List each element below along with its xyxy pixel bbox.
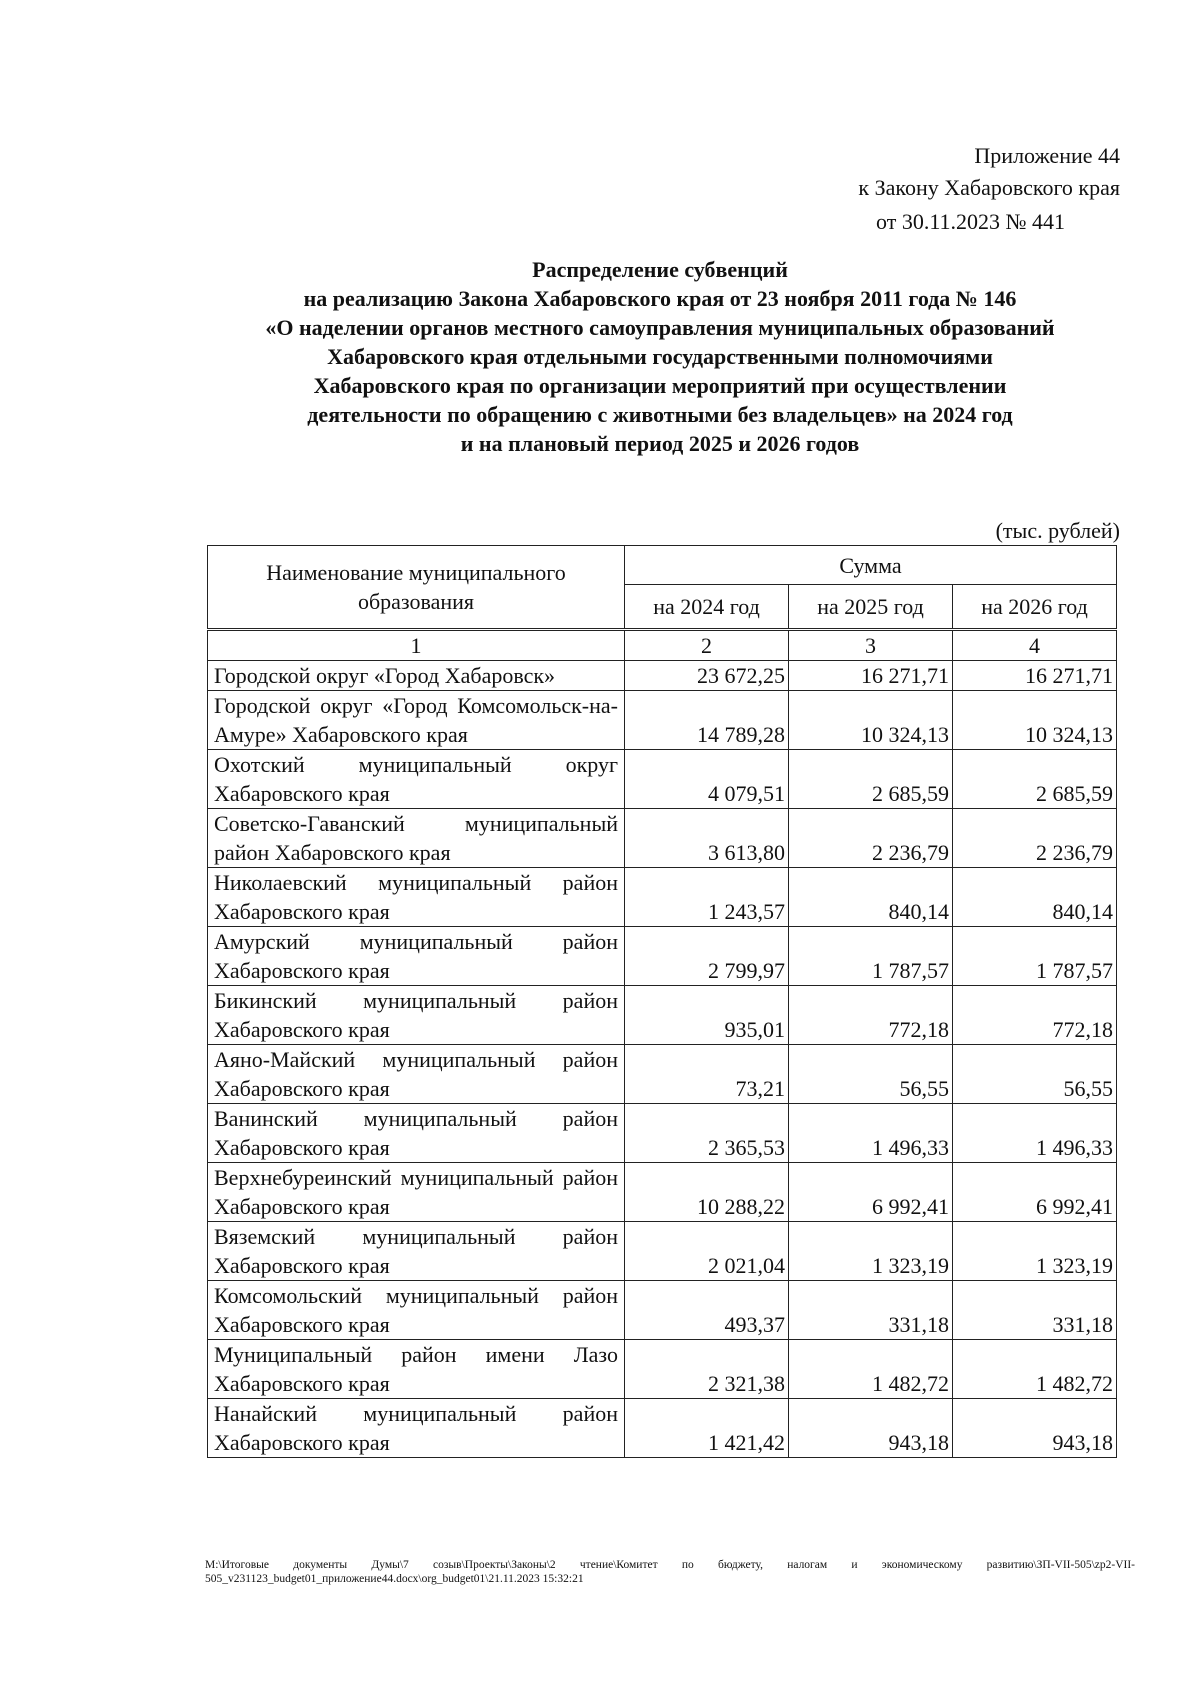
value-2025: 840,14 [789, 868, 953, 927]
value-2025: 6 992,41 [789, 1163, 953, 1222]
value-2025: 2 685,59 [789, 750, 953, 809]
municipality-name: Городской округ «Город Хабаровск» [208, 661, 625, 691]
value-2026: 1 787,57 [953, 927, 1117, 986]
value-2024: 10 288,22 [625, 1163, 789, 1222]
value-2024: 4 079,51 [625, 750, 789, 809]
document-title [190, 255, 1130, 458]
municipality-name: Нанайский муниципальный район Хабаровского края [208, 1399, 625, 1458]
municipality-name: Комсомольский муниципальный район Хабаровского края [208, 1281, 625, 1340]
value-2024: 2 365,53 [625, 1104, 789, 1163]
value-2026: 2 236,79 [953, 809, 1117, 868]
value-2025: 16 271,71 [789, 661, 953, 691]
value-2025: 1 496,33 [789, 1104, 953, 1163]
value-2025: 772,18 [789, 986, 953, 1045]
municipality-name: Ванинский муниципальный район Хабаровского края [208, 1104, 625, 1163]
title-line: деятельности по обращению с животными без владельцев» на 2024 год [307, 402, 1013, 427]
value-2025: 1 323,19 [789, 1222, 953, 1281]
municipality-name: Бикинский муниципальный район Хабаровского края [208, 986, 625, 1045]
value-2024: 493,37 [625, 1281, 789, 1340]
column-index: 4 [953, 630, 1117, 661]
column-index: 2 [625, 630, 789, 661]
table-row [208, 927, 1117, 986]
value-2025: 10 324,13 [789, 691, 953, 750]
table-row [208, 1222, 1117, 1281]
value-2024: 2 799,97 [625, 927, 789, 986]
table-row [208, 1163, 1117, 1222]
value-2024: 2 021,04 [625, 1222, 789, 1281]
municipality-name: Охотский муниципальный округ Хабаровского края [208, 750, 625, 809]
appendix-law: к Закону Хабаровского края [858, 175, 1120, 200]
value-2026: 840,14 [953, 868, 1117, 927]
table-row [208, 1281, 1117, 1340]
value-2024: 23 672,25 [625, 661, 789, 691]
municipality-name: Николаевский муниципальный район Хабаровского края [208, 868, 625, 927]
table-row [208, 691, 1117, 750]
value-2026: 10 324,13 [953, 691, 1117, 750]
value-2024: 3 613,80 [625, 809, 789, 868]
value-2024: 14 789,28 [625, 691, 789, 750]
municipality-name: Советско-Гаванский муниципальный район Хабаровского края [208, 809, 625, 868]
units-label: (тыс. рублей) [995, 518, 1120, 543]
value-2024: 935,01 [625, 986, 789, 1045]
municipality-name: Верхнебуреинский муниципальный район Хабаровского края [208, 1163, 625, 1222]
value-2026: 1 496,33 [953, 1104, 1117, 1163]
value-2026: 331,18 [953, 1281, 1117, 1340]
value-2026: 1 482,72 [953, 1340, 1117, 1399]
appendix-header [858, 140, 1120, 238]
title-line: Хабаровского края по организации мероприятий при осуществлении [313, 373, 1007, 398]
header-sum: Сумма [625, 546, 1117, 585]
value-2024: 2 321,38 [625, 1340, 789, 1399]
value-2026: 1 323,19 [953, 1222, 1117, 1281]
value-2026: 56,55 [953, 1045, 1117, 1104]
title-line: Распределение субвенций [532, 257, 788, 282]
value-2026: 16 271,71 [953, 661, 1117, 691]
value-2025: 1 482,72 [789, 1340, 953, 1399]
column-index: 1 [208, 630, 625, 661]
municipality-name: Городской округ «Город Комсомольск-на-Амуре» Хабаровского края [208, 691, 625, 750]
value-2026: 943,18 [953, 1399, 1117, 1458]
header-name: Наименование муниципального образования [208, 546, 625, 630]
table-row [208, 661, 1117, 691]
subsidy-table [207, 545, 1117, 1458]
value-2025: 331,18 [789, 1281, 953, 1340]
table-row [208, 868, 1117, 927]
municipality-name: Амурский муниципальный район Хабаровского края [208, 927, 625, 986]
value-2025: 943,18 [789, 1399, 953, 1458]
table-row [208, 1340, 1117, 1399]
header-year-2024: на 2024 год [625, 585, 789, 630]
table-row [208, 1399, 1117, 1458]
value-2024: 73,21 [625, 1045, 789, 1104]
value-2026: 772,18 [953, 986, 1117, 1045]
value-2025: 1 787,57 [789, 927, 953, 986]
table-row [208, 750, 1117, 809]
title-line: «О наделении органов местного самоуправления муниципальных образований [265, 315, 1055, 340]
municipality-name: Муниципальный район имени Лазо Хабаровского края [208, 1340, 625, 1399]
value-2025: 2 236,79 [789, 809, 953, 868]
file-path-footer: M:\Итоговые документы Думы\7 созыв\Проекты\Законы\2 чтение\Комитет по бюджету, налогам и экономическому развитию\ЗП-VII-505\zp2-VII-505_v231123_budget01_приложение44.docx\org_budget01\21.11.2023 15:32:21 [205, 1559, 1135, 1585]
table-row [208, 986, 1117, 1045]
value-2024: 1 243,57 [625, 868, 789, 927]
header-year-2026: на 2026 год [953, 585, 1117, 630]
appendix-number: Приложение 44 [974, 143, 1120, 168]
column-index: 3 [789, 630, 953, 661]
column-index-row [208, 630, 1117, 661]
header-year-2025: на 2025 год [789, 585, 953, 630]
title-line: Хабаровского края отдельными государственными полномочиями [327, 344, 993, 369]
title-line: и на плановый период 2025 и 2026 годов [460, 431, 860, 456]
table-row [208, 1104, 1117, 1163]
title-line: на реализацию Закона Хабаровского края от 23 ноября 2011 года № 146 [303, 286, 1017, 311]
appendix-date: от 30.11.2023 № 441 [876, 209, 1065, 234]
table-row [208, 809, 1117, 868]
table-row [208, 1045, 1117, 1104]
municipality-name: Вяземский муниципальный район Хабаровского края [208, 1222, 625, 1281]
value-2025: 56,55 [789, 1045, 953, 1104]
value-2026: 2 685,59 [953, 750, 1117, 809]
value-2024: 1 421,42 [625, 1399, 789, 1458]
municipality-name: Аяно-Майский муниципальный район Хабаровского края [208, 1045, 625, 1104]
value-2026: 6 992,41 [953, 1163, 1117, 1222]
